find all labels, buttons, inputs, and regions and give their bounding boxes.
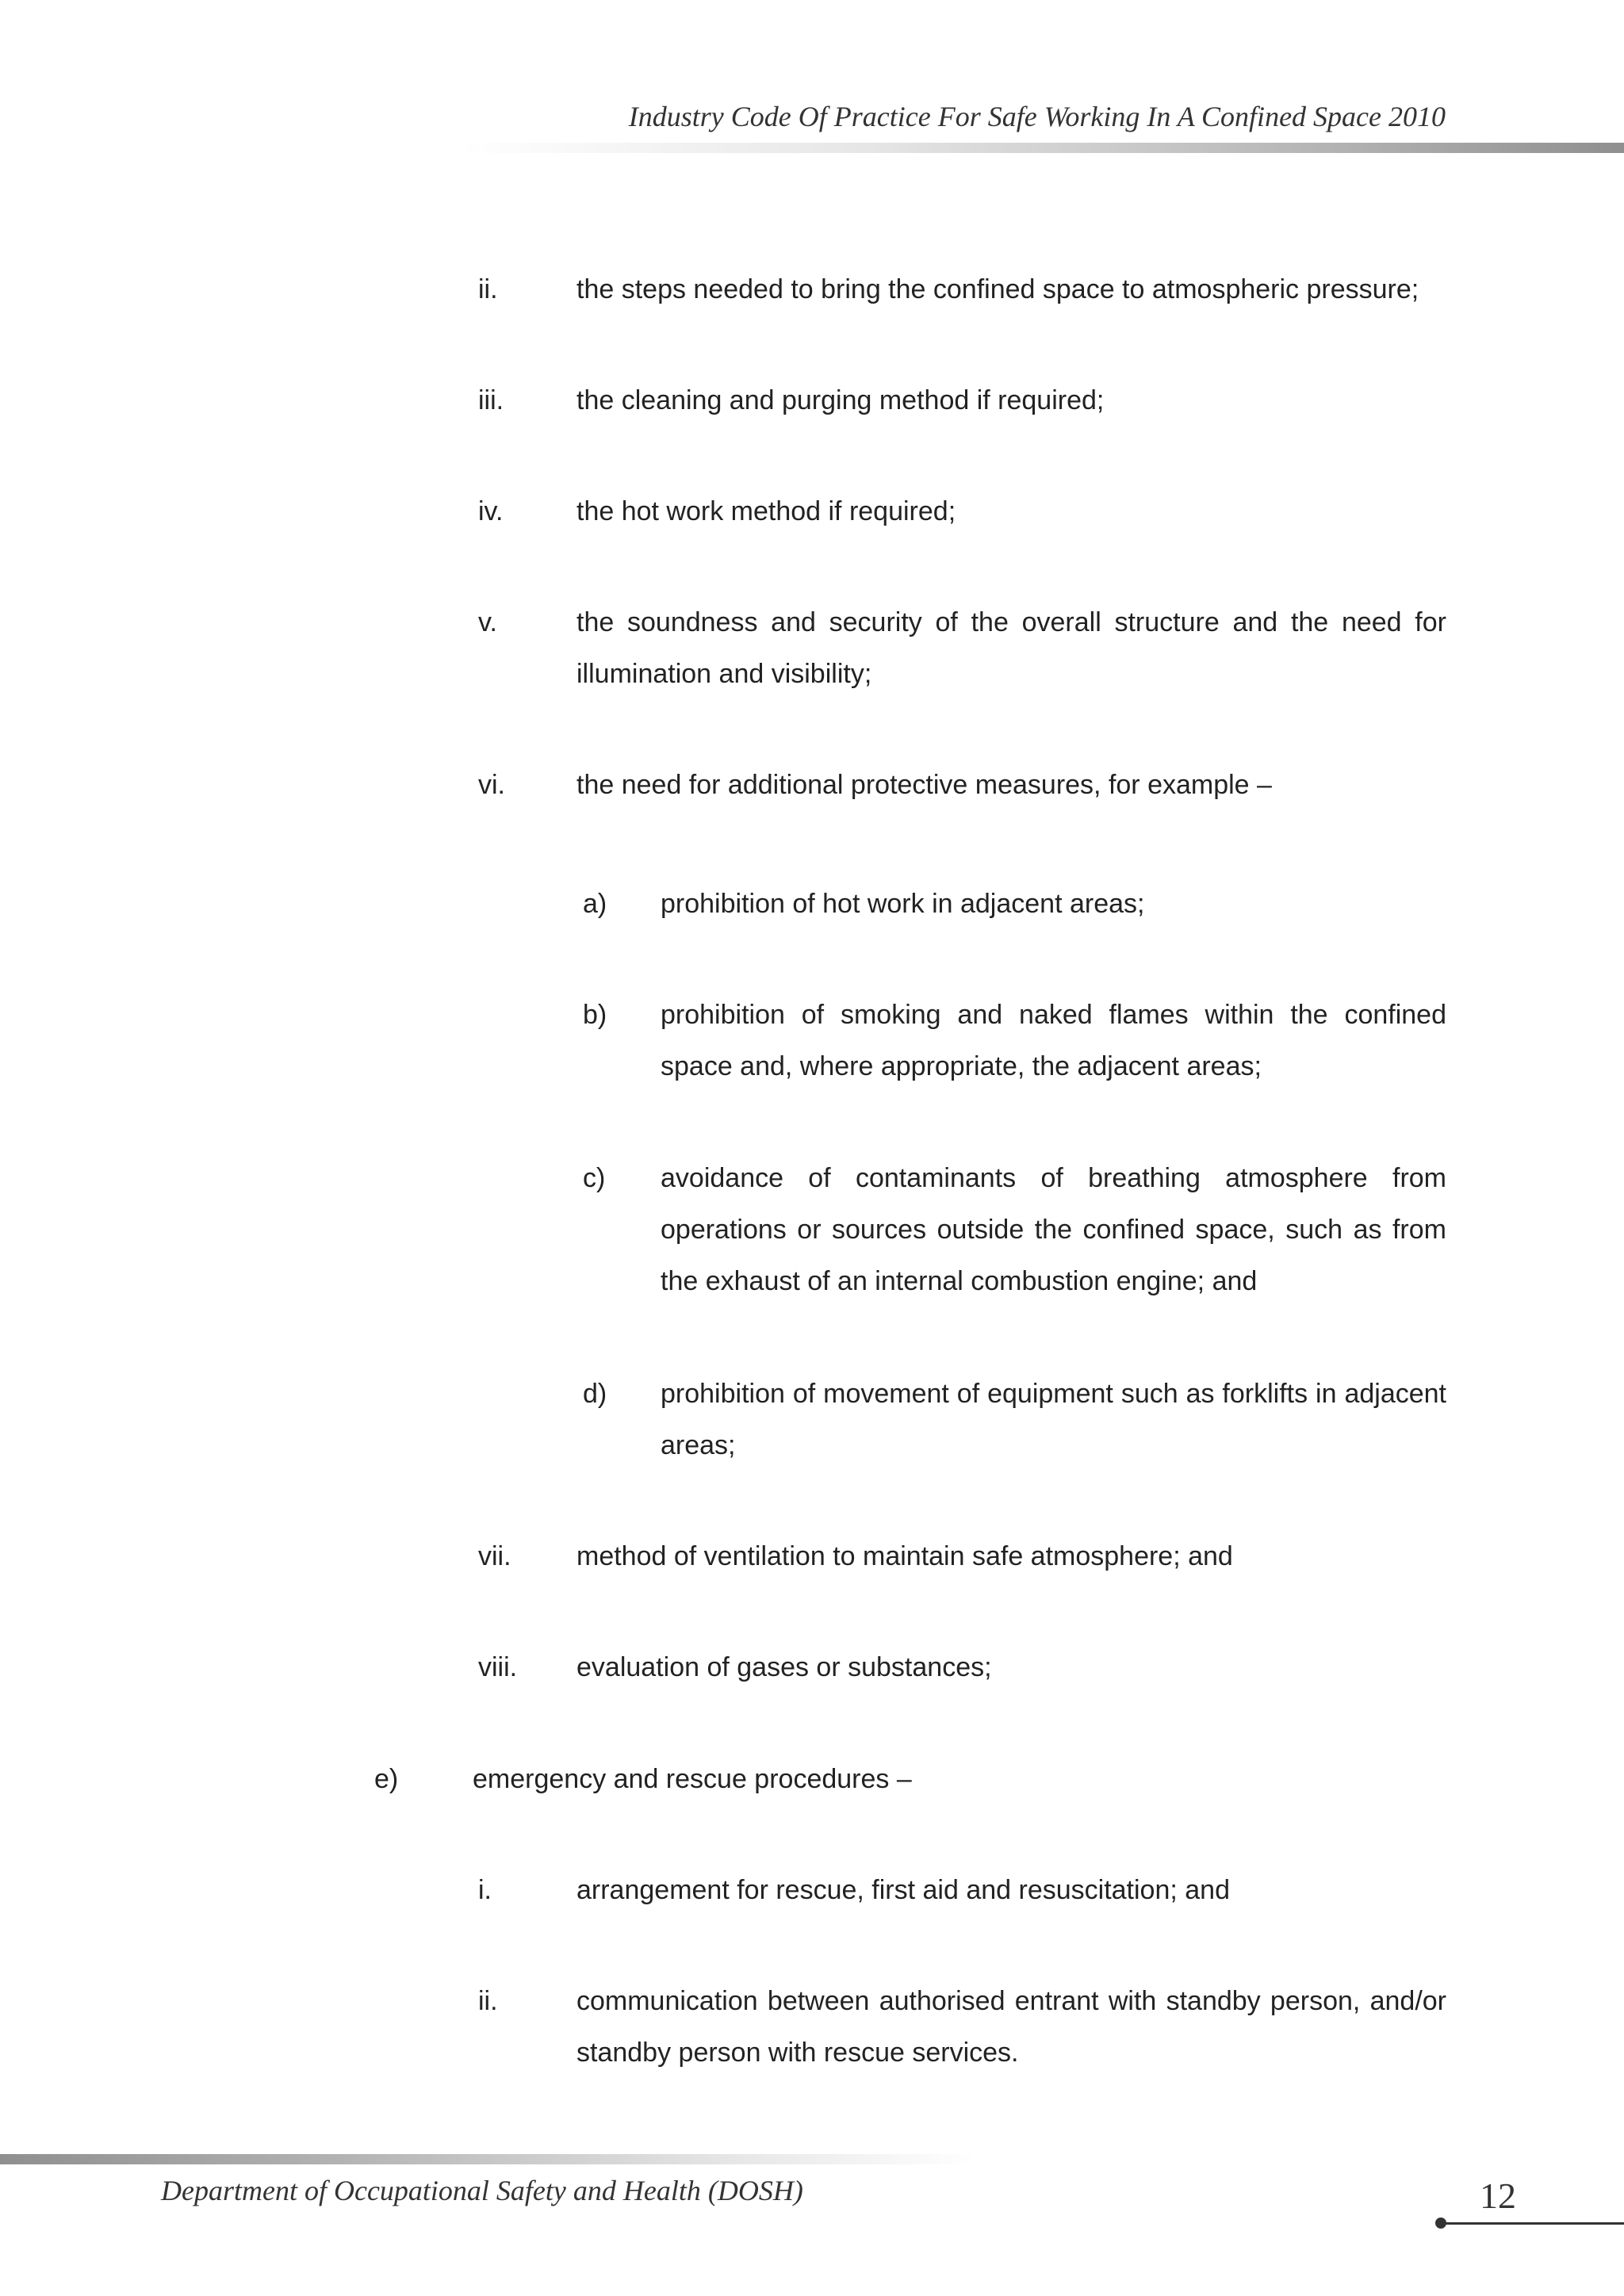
item-marker: i.	[478, 1875, 492, 1905]
item-text: method of ventilation to maintain safe atmosphere; and	[576, 1541, 1233, 1571]
page-number-rule	[1442, 2222, 1624, 2225]
item-text: avoidance of contaminants of breathing atmosphere from operations or sources outside the confined space, such as from the exhaust of an internal combustion engine; and	[661, 1163, 1446, 1296]
item-marker: ii.	[478, 1986, 498, 2016]
item-text: the hot work method if required;	[576, 496, 956, 526]
item-text: the steps needed to bring the confined space to atmospheric pressure;	[576, 274, 1419, 304]
item-marker: vi.	[478, 770, 505, 800]
item-text: communication between authorised entrant with standby person, and/or standby person with rescue services.	[576, 1986, 1446, 2068]
item-marker: iv.	[478, 496, 504, 526]
running-header: Industry Code Of Practice For Safe Working In A Confined Space 2010	[628, 101, 1446, 132]
footer-gradient-bar	[0, 2154, 975, 2164]
running-footer: Department of Occupational Safety and Health (DOSH)	[161, 2175, 803, 2206]
item-marker: vii.	[478, 1541, 511, 1571]
item-marker: viii.	[478, 1652, 518, 1682]
item-marker: d)	[583, 1379, 607, 1409]
item-text: arrangement for rescue, first aid and resuscitation; and	[576, 1875, 1230, 1905]
item-text: the need for additional protective measures, for example –	[576, 770, 1272, 800]
item-text: prohibition of smoking and naked flames within the confined space and, where appropriate, the adjacent areas;	[661, 1000, 1446, 1081]
item-marker: b)	[583, 1000, 607, 1030]
item-marker: v.	[478, 607, 497, 637]
item-text: prohibition of hot work in adjacent areas;	[661, 889, 1145, 919]
item-text: evaluation of gases or substances;	[576, 1652, 992, 1682]
item-text: emergency and rescue procedures –	[473, 1764, 912, 1794]
item-marker: iii.	[478, 385, 504, 415]
item-text: the soundness and security of the overall structure and the need for illumination and visibility;	[576, 607, 1446, 689]
item-text: prohibition of movement of equipment such as forklifts in adjacent areas;	[661, 1379, 1446, 1460]
item-marker: c)	[583, 1163, 606, 1193]
item-text: the cleaning and purging method if required;	[576, 385, 1105, 415]
item-marker: a)	[583, 889, 607, 919]
header-gradient-bar	[460, 143, 1624, 153]
item-marker: ii.	[478, 274, 498, 304]
page-number: 12	[1480, 2175, 1516, 2216]
item-marker: e)	[374, 1764, 399, 1794]
